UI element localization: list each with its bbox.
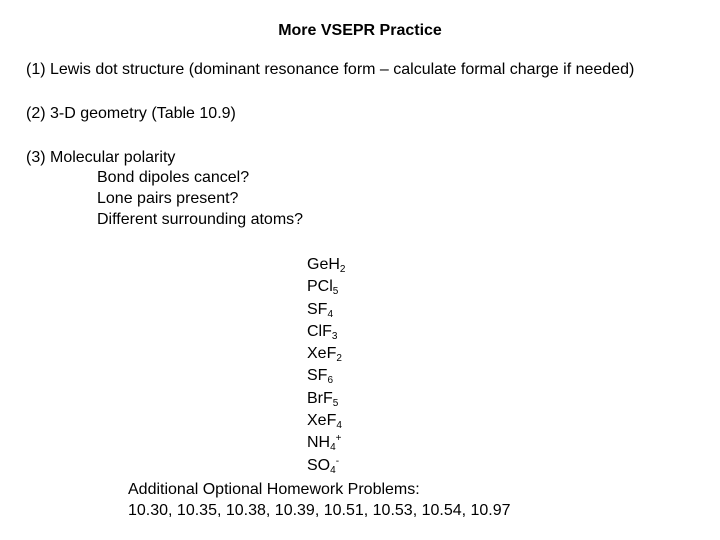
molecule-formula: XeF$_4$ — [307, 412, 342, 432]
step-3-polarity: (3) Molecular polarity — [26, 149, 176, 166]
molecule-formula: $SF_4$ — [307, 300, 334, 320]
molecule-formula: $SO_4^-$ — [307, 455, 340, 476]
molecule-list — [307, 254, 345, 477]
step-2-geometry: (2) 3-D geometry (Table 10.9) — [26, 105, 236, 122]
molecule-formula: $SF_6$ — [307, 367, 334, 387]
polarity-question-dipoles: Bond dipoles cancel? — [97, 169, 250, 186]
molecule-formula: GeH$_2$ — [307, 256, 346, 275]
molecule-formula: $NH_4^+$ — [307, 433, 342, 454]
polarity-question-surrounding-atoms: Different surrounding atoms? — [97, 211, 304, 228]
homework-label: Additional Optional Homework Problems: — [128, 481, 420, 498]
step-1-lewis-structure: (1) Lewis dot structure (dominant resonance form – calculate formal charge if needed) — [26, 61, 635, 78]
molecule-formula: XeF$_2$ — [307, 345, 342, 365]
page-title: More VSEPR Practice — [278, 22, 442, 39]
polarity-question-lone-pairs: Lone pairs present? — [97, 190, 239, 207]
molecule-formula: PCl$_5$ — [307, 278, 339, 298]
homework-problem-list: 10.30, 10.35, 10.38, 10.39, 10.51, 10.53, 10.54, 10.97 — [128, 502, 511, 519]
molecule-formula: BrF$_5$ — [307, 389, 339, 409]
molecule-formula: ClF$_3$ — [307, 322, 338, 342]
